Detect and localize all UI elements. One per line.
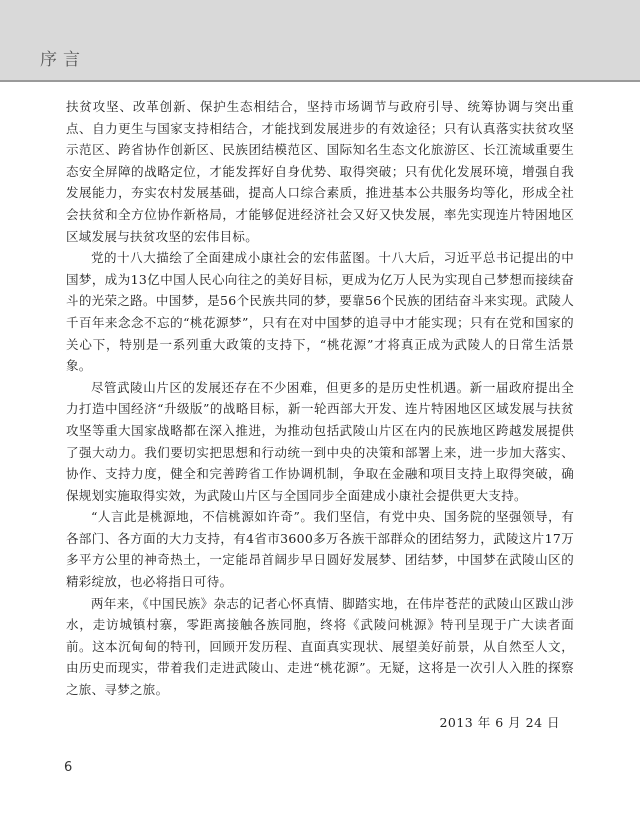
paragraph: 两年来，《中国民族》杂志的记者心怀真情、脚踏实地，在伟岸苍茫的武陵山区跋山涉水，走访城镇村寨，零距离接触各族同胞，终将《武陵问桃源》特刊呈现于广大读者面前。这本沉甸甸的特刊，回顾开发历程、直面真实现状、展望美好前景，从自然至人文，由历史而现实，带着我们走进武陵山、走进“桃花源”。无疑，这将是一次引人入胜的探察之旅、寻梦之旅。	[66, 595, 574, 698]
paragraph: “人言此是桃源地，不信桃源如许奇”。我们坚信，有党中央、国务院的坚强领导，有各部门、各方面的大力支持，有4省市3600多万各族干部群众的团结努力，武陵这片17万多平方公里的神奇热土，一定能昂首阔步早日圆好发展梦、团结梦，中国梦在武陵山区的精彩绽放，也必将指日可待。	[66, 509, 574, 590]
signature-date: 2013 年 6 月 24 日	[439, 715, 560, 730]
paragraph: 党的十八大描绘了全面建成小康社会的宏伟蓝图。十八大后，习近平总书记提出的中国梦，成为13亿中国人民心向往之的美好目标，更成为亿万人民为实现自己梦想而接续奋斗的光荣之路。中国梦，是56个民族共同的梦，要靠56个民族的团结奋斗来实现。武陵人千百年来念念不忘的“桃花源梦”，只有在对中国梦的追寻中才能实现；只有在党和国家的关心下，特别是一系列重大政策的支持下，“桃花源”才将真正成为武陵人的日常生活景象。	[66, 250, 574, 374]
paragraph: 扶贫攻坚、改革创新、保护生态相结合，坚持市场调节与政府引导、统筹协调与突出重点、自力更生与国家支持相结合，才能找到发展进步的有效途径；只有认真落实扶贫攻坚示范区、跨省协作创新区、民族团结模范区、国际知名生态文化旅游区、长江流域重要生态安全屏障的战略定位，才能发挥好自身优势、取得突破；只有优化发展环境，增强自我发展能力，夯实农村发展基础，提高人口综合素质，推进基本公共服务均等化，形成全社会扶贫和全方位协作新格局，才能够促进经济社会又好又快发展，率先实现连片特困地区区域发展与扶贫攻坚的宏伟目标。	[66, 99, 574, 244]
section-title: 序言	[40, 50, 86, 70]
header-divider	[0, 80, 640, 82]
body-text	[66, 96, 574, 701]
paragraph: 尽管武陵山片区的发展还存在不少困难，但更多的是历史性机遇。新一届政府提出全力打造中国经济“升级版”的战略目标，新一轮西部大开发、连片特困地区区域发展与扶贫攻坚等重大国家战略都在深入推进，为推动包括武陵山片区在内的民族地区跨越发展提供了强大动力。我们要切实把思想和行动统一到中央的决策和部署上来，进一步加大落实、协作、支持力度，健全和完善跨省工作协调机制，争取在金融和项目支持上取得突破，确保规划实施取得实效，为武陵山片区与全国同步全面建成小康社会提供更大支持。	[66, 379, 574, 503]
page-number: 6	[64, 760, 73, 775]
header-band	[0, 0, 640, 80]
